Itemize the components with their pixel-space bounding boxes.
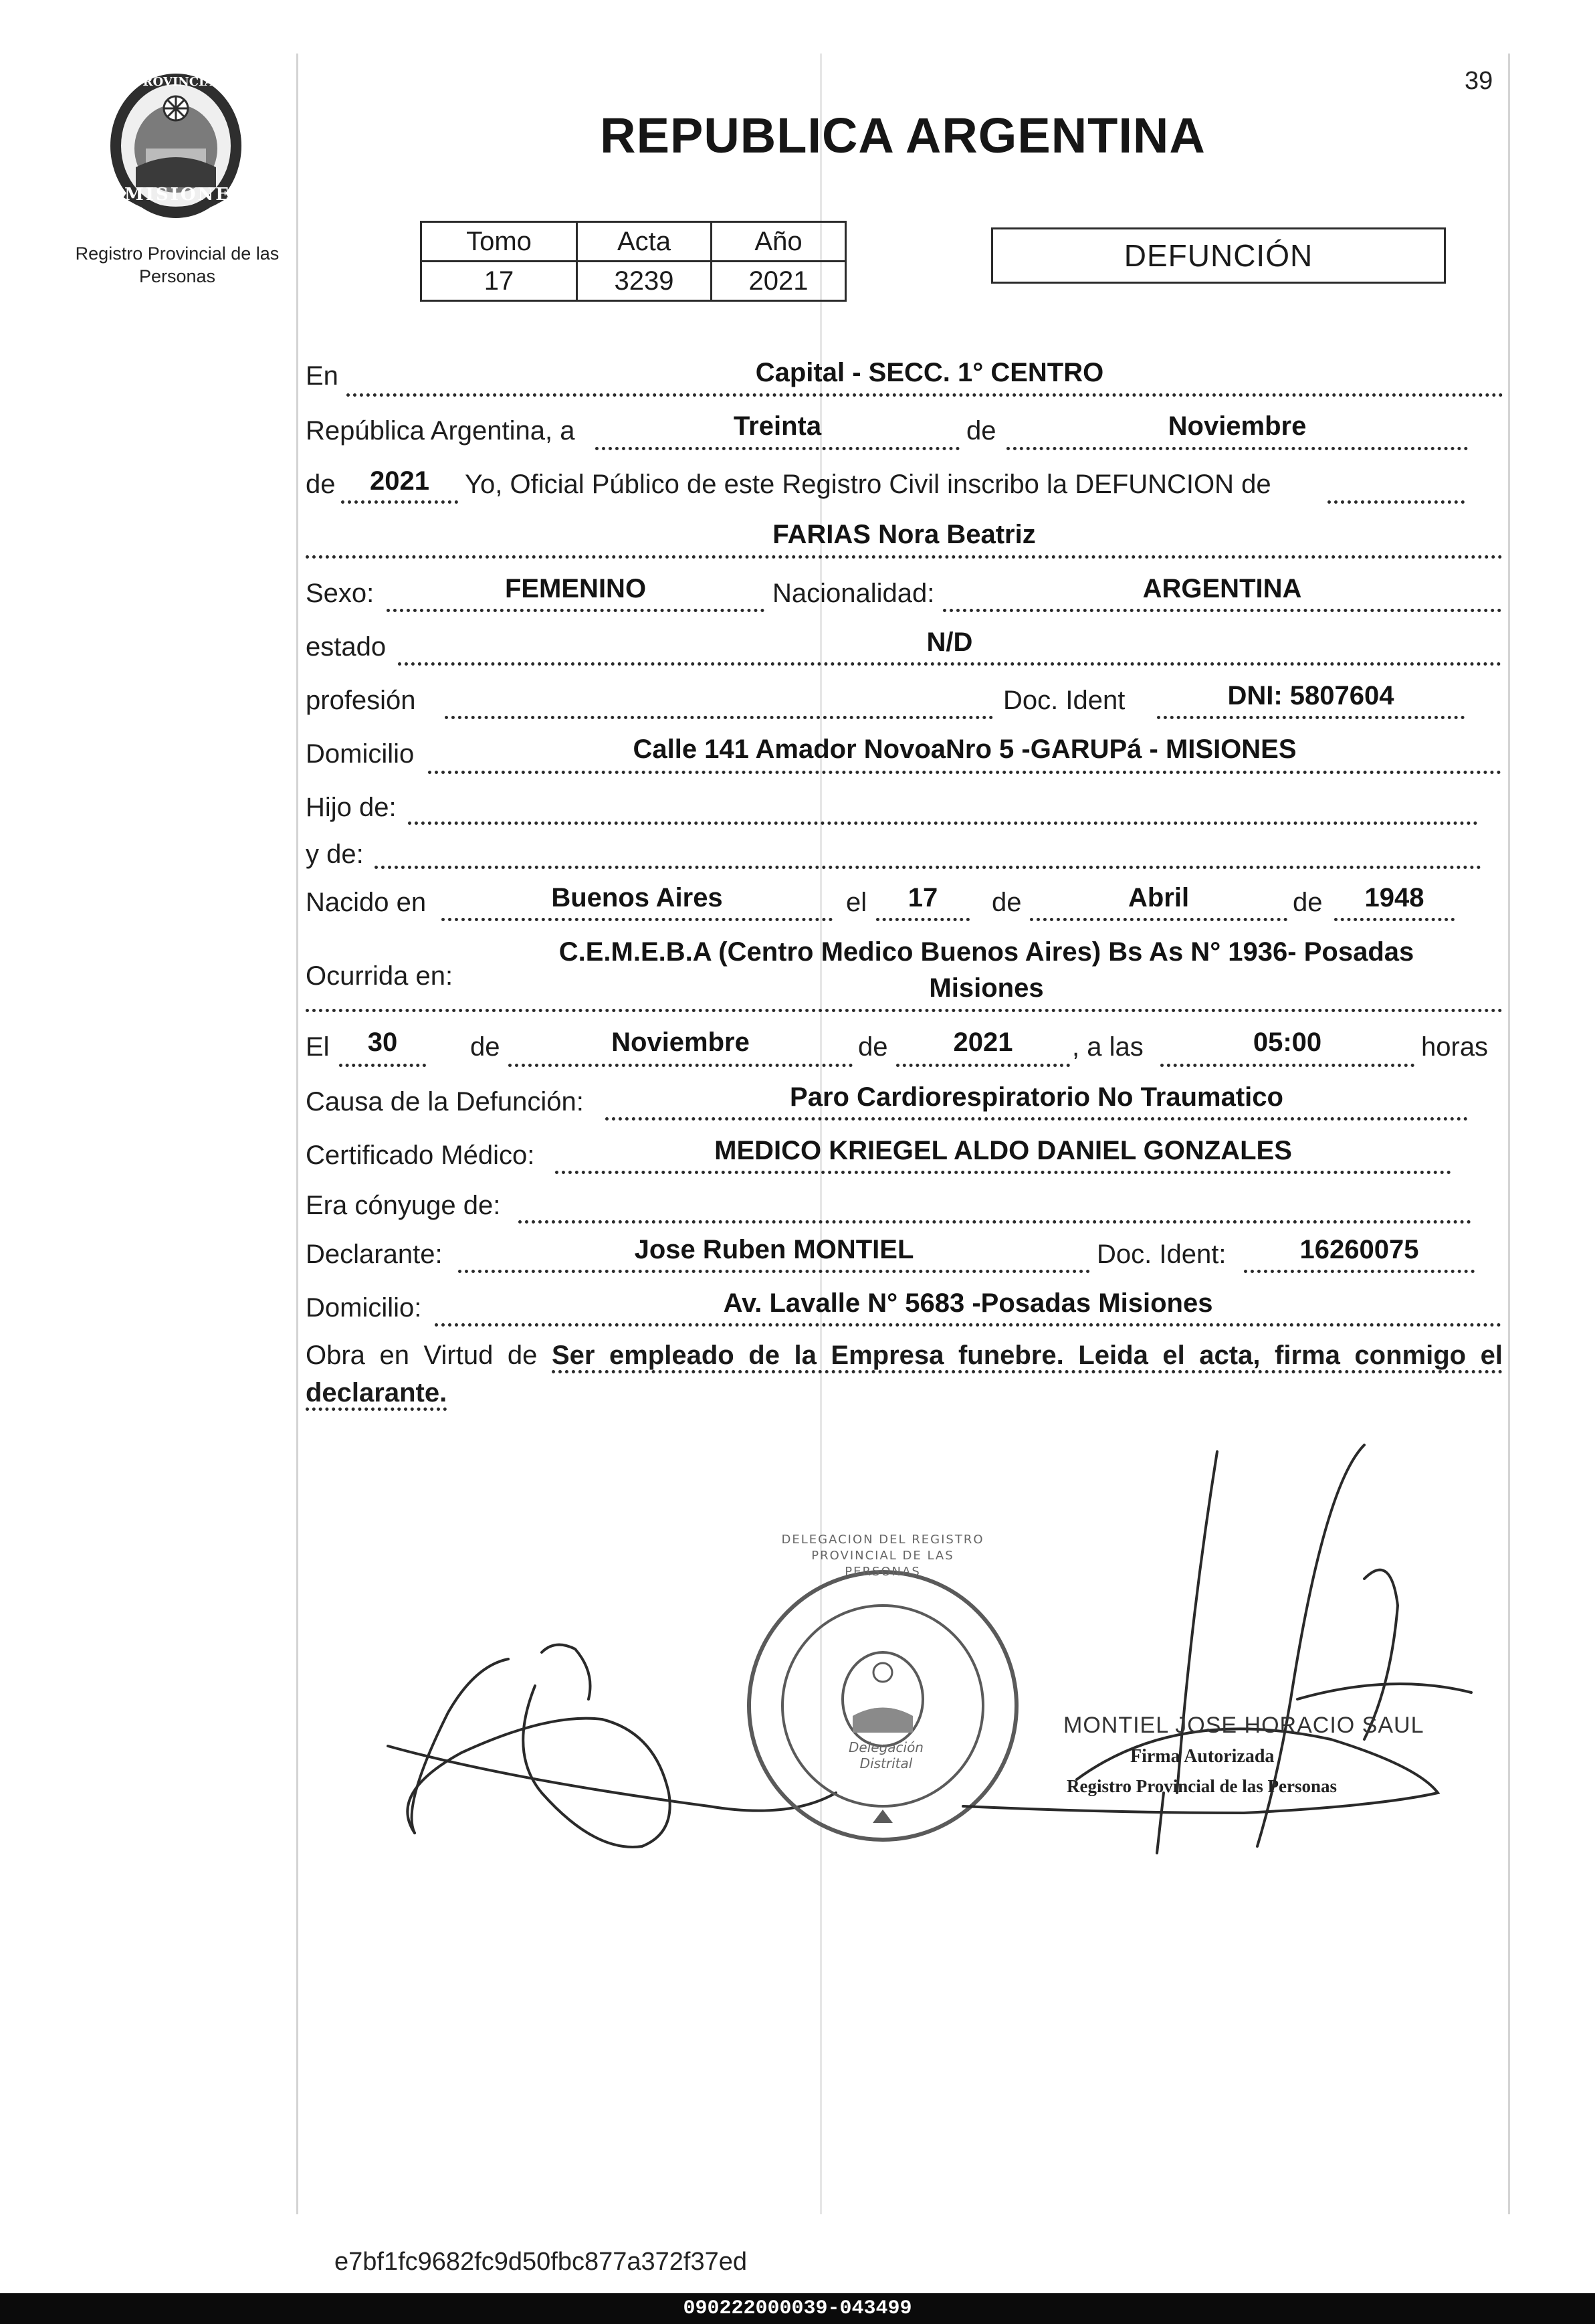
document-hash: e7bf1fc9682fc9d50fbc877a372f37ed: [334, 2248, 747, 2276]
causa-value: Paro Cardiorespiratorio No Traumatico: [790, 1082, 1283, 1112]
signer-org: Registro Provincial de las Personas: [1067, 1776, 1337, 1796]
registry-header-row: [421, 222, 846, 262]
dia-line: [595, 447, 960, 450]
oficial-text: Yo, Oficial Público de este Registro Civil inscribo la DEFUNCION de: [465, 470, 1271, 499]
obra-label: Obra en Virtud de: [306, 1341, 538, 1370]
fallec-mes: Noviembre: [611, 1028, 750, 1057]
causa-line: [605, 1117, 1468, 1121]
signer-role: Firma Autorizada: [1130, 1746, 1275, 1767]
republica-label: República Argentina, a: [306, 416, 575, 446]
logo-text-top: PROVINCIA DE: [134, 75, 238, 89]
ocurrida-line: [306, 1009, 1503, 1012]
de-label-1: de: [966, 416, 996, 446]
anio-value: 2021: [370, 466, 429, 496]
conyuge-label: Era cónyuge de:: [306, 1191, 501, 1220]
domicilio-value: Calle 141 Amador NovoaNro 5 -GARUPá - MISIONES: [633, 735, 1297, 764]
de-label-4: de: [1293, 888, 1323, 917]
en-line: [346, 393, 1503, 397]
nacido-mes-line: [1030, 918, 1287, 921]
dia-value: Treinta: [733, 411, 822, 441]
fallec-mes-line: [508, 1064, 853, 1067]
certificado-line: [555, 1171, 1451, 1174]
el2-label: El: [306, 1032, 330, 1062]
doc-ident-line: [1157, 716, 1465, 719]
organization-name: Registro Provincial de las Personas: [75, 244, 280, 286]
registry-value-tomo: 17: [421, 262, 577, 301]
fallec-anio: 2021: [953, 1028, 1013, 1057]
margin-line-left: [296, 54, 298, 2214]
margin-line-right: [1508, 54, 1510, 2214]
declarante-label: Declarante:: [306, 1240, 443, 1269]
y-de-line: [375, 866, 1481, 869]
de-label-3: de: [992, 888, 1022, 917]
hora-line: [1160, 1064, 1414, 1067]
doc-ident2-label: Doc. Ident:: [1097, 1240, 1227, 1269]
nacido-dia-line: [876, 918, 970, 921]
y-de-label: y de:: [306, 840, 364, 869]
nacido-line: [441, 918, 833, 921]
estado-value: N/D: [926, 627, 973, 657]
conyuge-line: [518, 1220, 1471, 1224]
registry-value-acta: 3239: [577, 262, 712, 301]
nacido-mes: Abril: [1128, 883, 1190, 912]
hora-value: 05:00: [1253, 1028, 1322, 1057]
registry-header-tomo: Tomo: [421, 222, 577, 262]
registry-value-row: [421, 262, 846, 301]
fallec-dia: 30: [367, 1028, 398, 1057]
hijo-line: [408, 821, 1478, 825]
doc-ident-label: Doc. Ident: [1003, 686, 1126, 715]
domicilio-label: Domicilio: [306, 739, 415, 769]
nombre-line: [306, 555, 1503, 559]
doc-ident-value: DNI: 5807604: [1227, 681, 1394, 710]
signer-name: MONTIEL JOSE HORACIO SAUL: [1063, 1713, 1424, 1738]
ocurrida-value: C.E.M.E.B.A (Centro Medico Buenos Aires) Bs As N° 1936- Posadas Misiones: [558, 937, 1414, 1003]
logo-text-bottom: MISIONES: [124, 185, 245, 205]
anio-line: [341, 500, 458, 504]
page-number: 39: [1465, 67, 1493, 95]
registry-header-acta: Acta: [577, 222, 712, 262]
signatures-and-stamp: [375, 1418, 1478, 1886]
causa-label: Causa de la Defunción:: [306, 1087, 584, 1117]
stamp-inner-text: Delegación Distrital: [849, 1739, 924, 1771]
stamp-ring-text: DELEGACION DEL REGISTRO PROVINCIAL DE LAS PERSONAS: [781, 1533, 984, 1579]
domicilio-line: [428, 771, 1501, 774]
en-label: En: [306, 361, 338, 391]
certificado-value: MEDICO KRIEGEL ALDO DANIEL GONZALES: [714, 1136, 1292, 1165]
nacionalidad-line: [943, 609, 1501, 612]
nacido-anio: 1948: [1364, 883, 1424, 912]
footer-code-bar: 090222000039-043499: [0, 2293, 1595, 2324]
domicilio2-value: Av. Lavalle N° 5683 -Posadas Misiones: [723, 1288, 1213, 1318]
el-label: el: [846, 888, 867, 917]
domicilio2-label: Domicilio:: [306, 1293, 422, 1323]
mes-line: [1006, 447, 1468, 450]
declarante-line: [458, 1270, 1090, 1273]
nacido-anio-line: [1334, 918, 1455, 921]
sexo-value: FEMENINO: [504, 574, 647, 603]
nombre-value: FARIAS Nora Beatriz: [772, 520, 1036, 549]
doc-ident2-value: 16260075: [1299, 1235, 1419, 1264]
page-title: REPUBLICA ARGENTINA: [600, 108, 1206, 163]
oficial-line: [1327, 500, 1465, 504]
profesion-label: profesión: [306, 686, 416, 715]
en-value: Capital - SECC. 1° CENTRO: [755, 358, 1104, 387]
obra-paragraph: [306, 1337, 1503, 1412]
de-label-2: de: [306, 470, 336, 499]
de-label-5: de: [470, 1032, 500, 1062]
declarant-signature: [388, 1645, 836, 1847]
domicilio2-line: [435, 1323, 1501, 1327]
nacido-value: Buenos Aires: [551, 883, 723, 912]
nacido-dia: 17: [908, 883, 938, 912]
official-stamp: [749, 1572, 1017, 1840]
nacido-label: Nacido en: [306, 888, 427, 917]
registry-header-anio: Año: [712, 222, 846, 262]
registry-table: [420, 221, 847, 302]
document-type-box: DEFUNCIÓN: [991, 227, 1446, 284]
certificado-label: Certificado Médico:: [306, 1141, 535, 1170]
estado-label: estado: [306, 632, 387, 662]
de-label-6: de: [858, 1032, 888, 1062]
horas-label: horas: [1421, 1032, 1489, 1062]
sexo-label: Sexo:: [306, 579, 375, 608]
doc-ident2-line: [1244, 1270, 1475, 1273]
fallec-dia-line: [339, 1064, 426, 1067]
a-las-label: , a las: [1072, 1032, 1144, 1062]
ocurrida-label: Ocurrida en:: [306, 961, 453, 991]
sexo-line: [387, 609, 764, 612]
mes-value: Noviembre: [1168, 411, 1307, 441]
obra-value: Ser empleado de la Empresa funebre. Leida el acta, firma conmigo el declarante.: [306, 1341, 1503, 1411]
declarante-value: Jose Ruben MONTIEL: [634, 1235, 914, 1264]
nacionalidad-value: ARGENTINA: [1142, 574, 1302, 603]
nacionalidad-label: Nacionalidad:: [772, 579, 935, 608]
hijo-label: Hijo de:: [306, 793, 397, 822]
fallec-anio-line: [896, 1064, 1070, 1067]
estado-line: [398, 662, 1501, 666]
registry-value-anio: 2021: [712, 262, 846, 301]
profesion-line: [445, 716, 993, 719]
